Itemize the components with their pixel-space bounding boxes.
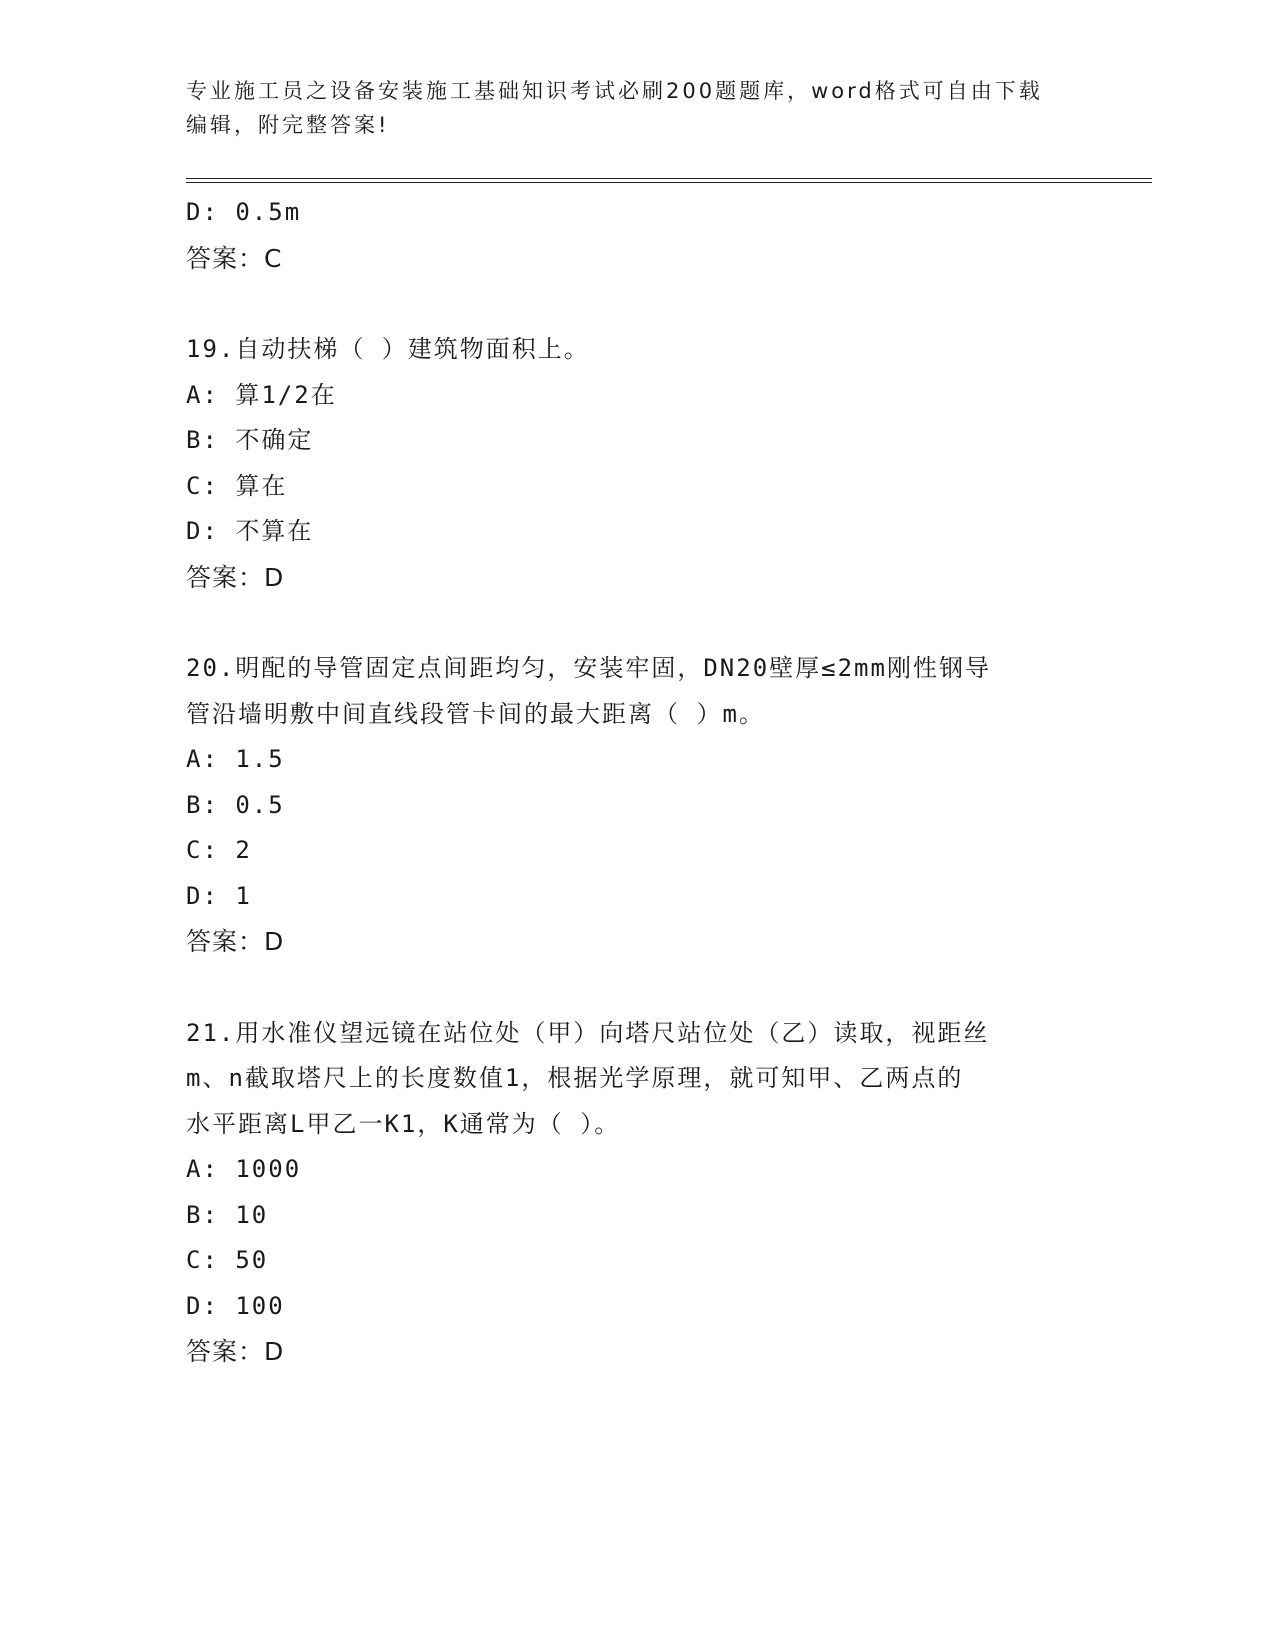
option-d: D: 0.5m	[186, 198, 302, 226]
option-d: D: 100	[186, 1291, 285, 1320]
question-21	[186, 1011, 1086, 1375]
question-stem-line-1: 21.用水准仪望远镜在站位处（甲）向塔尺站位处（乙）读取，视距丝	[186, 1018, 990, 1047]
option-c: C: 算在	[186, 471, 288, 500]
option-d: D: 不算在	[186, 517, 314, 545]
option-b: B: 10	[186, 1200, 269, 1229]
question-18-tail	[186, 190, 1086, 281]
question-stem-line-2: 管沿墙明敷中间直线段管卡间的最大距离（ ）m。	[186, 699, 765, 728]
option-a: A: 算1/2在	[186, 380, 337, 409]
header-line-1: 专业施工员之设备安装施工基础知识考试必刷200题题库，word格式可自由下载	[186, 79, 1043, 103]
question-stem-line-2: m、n截取塔尺上的长度数值1，根据光学原理，就可知甲、乙两点的	[186, 1064, 964, 1092]
question-stem-line-3: 水平距离L甲乙一K1，K通常为（ ）。	[186, 1109, 621, 1138]
question-stem-line-1: 20.明配的导管固定点间距均匀，安装牢固，DN20壁厚≤2mm刚性钢导	[186, 654, 991, 682]
document-body	[186, 190, 1086, 1375]
option-a: A: 1000	[186, 1155, 302, 1183]
answer-line: 答案：D	[186, 562, 285, 592]
answer-line: 答案：D	[186, 1337, 285, 1366]
document-header	[186, 74, 1086, 142]
option-b: B: 0.5	[186, 790, 285, 819]
question-20	[186, 646, 1086, 965]
option-d: D: 1	[186, 881, 252, 910]
option-a: A: 1.5	[186, 745, 285, 773]
answer-line: 答案：D	[186, 927, 285, 956]
answer-line: 答案：C	[186, 243, 283, 273]
header-divider-top	[186, 178, 1152, 179]
question-19	[186, 327, 1086, 600]
option-b: B: 不确定	[186, 426, 314, 454]
header-line-2: 编辑，附完整答案!	[186, 113, 390, 137]
option-c: C: 50	[186, 1246, 269, 1274]
header-divider-bottom	[186, 182, 1152, 183]
question-stem: 19.自动扶梯（ ）建筑物面积上。	[186, 335, 590, 363]
option-c: C: 2	[186, 836, 252, 864]
